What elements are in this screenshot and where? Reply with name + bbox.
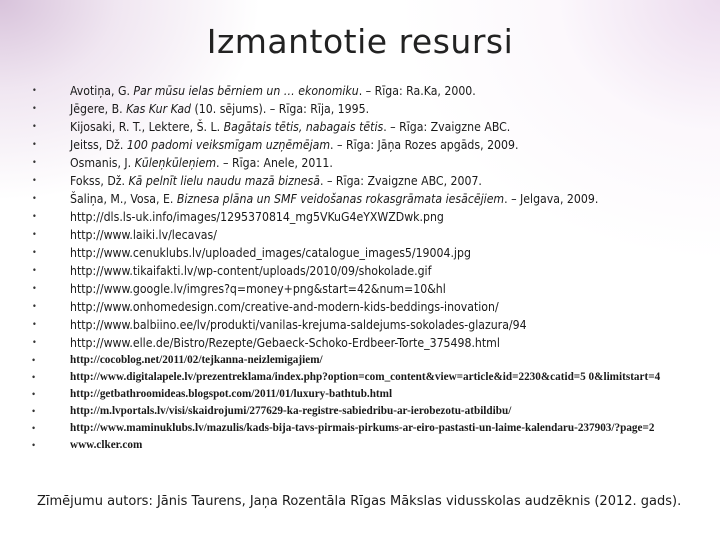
bullet-icon: • bbox=[32, 302, 37, 312]
list-item: • http://www.google.lv/imgres?q=money+png&start=42&num=10&hl bbox=[32, 282, 446, 296]
list-item: • Kijosaki, R. T., Lektere, Š. L. Bagātais tētis, nabagais tētis. – Rīga: Zvaigzne ABC. bbox=[32, 120, 511, 134]
list-item: • http://www.balbiino.ee/lv/produkti/vanilas-krejuma-saldejums-sokolades-glazura/94 bbox=[32, 318, 527, 332]
bullet-icon: • bbox=[32, 248, 37, 258]
bullet-icon: • bbox=[32, 104, 37, 114]
bullet-icon: • bbox=[32, 338, 37, 348]
list-item: • Fokss, Dž. Kā pelnīt lielu naudu mazā biznesā. – Rīga: Zvaigzne ABC, 2007. bbox=[32, 174, 482, 188]
list-item: • http://www.maminuklubs.lv/mazulis/kads-bija-tavs-pirmais-pirkums-ar-eiro-pastasti-un-laime-kalendaru-237903/?page=2 bbox=[32, 422, 655, 434]
list-item: • Šaliņa, M., Vosa, E. Biznesa plāna un SMF veidošanas rokasgrāmata iesācējiem. – Jelgava, 2009. bbox=[32, 192, 599, 206]
bullet-icon: • bbox=[32, 440, 36, 450]
list-item: • http://dls.ls-uk.info/images/1295370814_mg5VKuG4eYXWZDwk.png bbox=[32, 210, 444, 224]
bullet-icon: • bbox=[32, 423, 36, 433]
list-item: • http://www.tikaifakti.lv/wp-content/uploads/2010/09/shokolade.gif bbox=[32, 264, 432, 278]
bullet-icon: • bbox=[32, 158, 37, 168]
slide-title: Izmantotie resursi bbox=[206, 22, 514, 61]
bullet-icon: • bbox=[32, 86, 37, 96]
bullet-icon: • bbox=[32, 176, 37, 186]
bullet-icon: • bbox=[32, 212, 37, 222]
bullet-icon: • bbox=[32, 284, 37, 294]
bullet-icon: • bbox=[32, 320, 37, 330]
list-item: • www.clker.com bbox=[32, 439, 143, 451]
list-item: • http://www.digitalapele.lv/prezentreklama/index.php?option=com_content&view=article&id=2230&catid=5 0&limitstart=4 bbox=[32, 371, 661, 383]
list-item: • Osmanis, J. Kūleņkūleņiem. – Rīga: Anele, 2011. bbox=[32, 156, 333, 170]
footer-credit: Zīmējumu autors: Jānis Taurens, Jaņa Rozentāla Rīgas Mākslas vidusskolas audzēknis (2012. gads). bbox=[37, 494, 682, 509]
bullet-icon: • bbox=[32, 230, 37, 240]
bullet-icon: • bbox=[32, 266, 37, 276]
list-item: • Jeitss, Dž. 100 padomi veiksmīgam uzņēmējam. – Rīga: Jāņa Rozes apgāds, 2009. bbox=[32, 138, 519, 152]
bullet-icon: • bbox=[32, 389, 36, 399]
list-item: • Avotiņa, G. Par mūsu ielas bērniem un … ekonomiku. – Rīga: Ra.Ka, 2000. bbox=[32, 84, 476, 98]
bullet-icon: • bbox=[32, 122, 37, 132]
list-item: • http://cocoblog.net/2011/02/tejkanna-neizlemigajiem/ bbox=[32, 354, 323, 366]
list-item: • http://m.lvportals.lv/visi/skaidrojumi/277629-ka-registre-sabiedribu-ar-ierobezotu-atbildibu/ bbox=[32, 405, 512, 417]
list-item: • http://www.cenuklubs.lv/uploaded_images/catalogue_images5/19004.jpg bbox=[32, 246, 471, 260]
bullet-icon: • bbox=[32, 355, 36, 365]
bullet-icon: • bbox=[32, 372, 36, 382]
resource-list bbox=[28, 82, 698, 454]
bullet-icon: • bbox=[32, 406, 36, 416]
list-item: • http://www.laiki.lv/lecavas/ bbox=[32, 228, 217, 242]
list-item: • http://www.elle.de/Bistro/Rezepte/Gebaeck-Schoko-Erdbeer-Torte_375498.html bbox=[32, 336, 500, 350]
bullet-icon: • bbox=[32, 194, 37, 204]
list-item: • http://getbathroomideas.blogspot.com/2011/01/luxury-bathtub.html bbox=[32, 388, 393, 400]
list-item: • http://www.onhomedesign.com/creative-and-modern-kids-beddings-inovation/ bbox=[32, 300, 499, 314]
bullet-icon: • bbox=[32, 140, 37, 150]
list-item: • Jēgere, B. Kas Kur Kad (10. sējums). – Rīga: Rīja, 1995. bbox=[32, 102, 370, 116]
